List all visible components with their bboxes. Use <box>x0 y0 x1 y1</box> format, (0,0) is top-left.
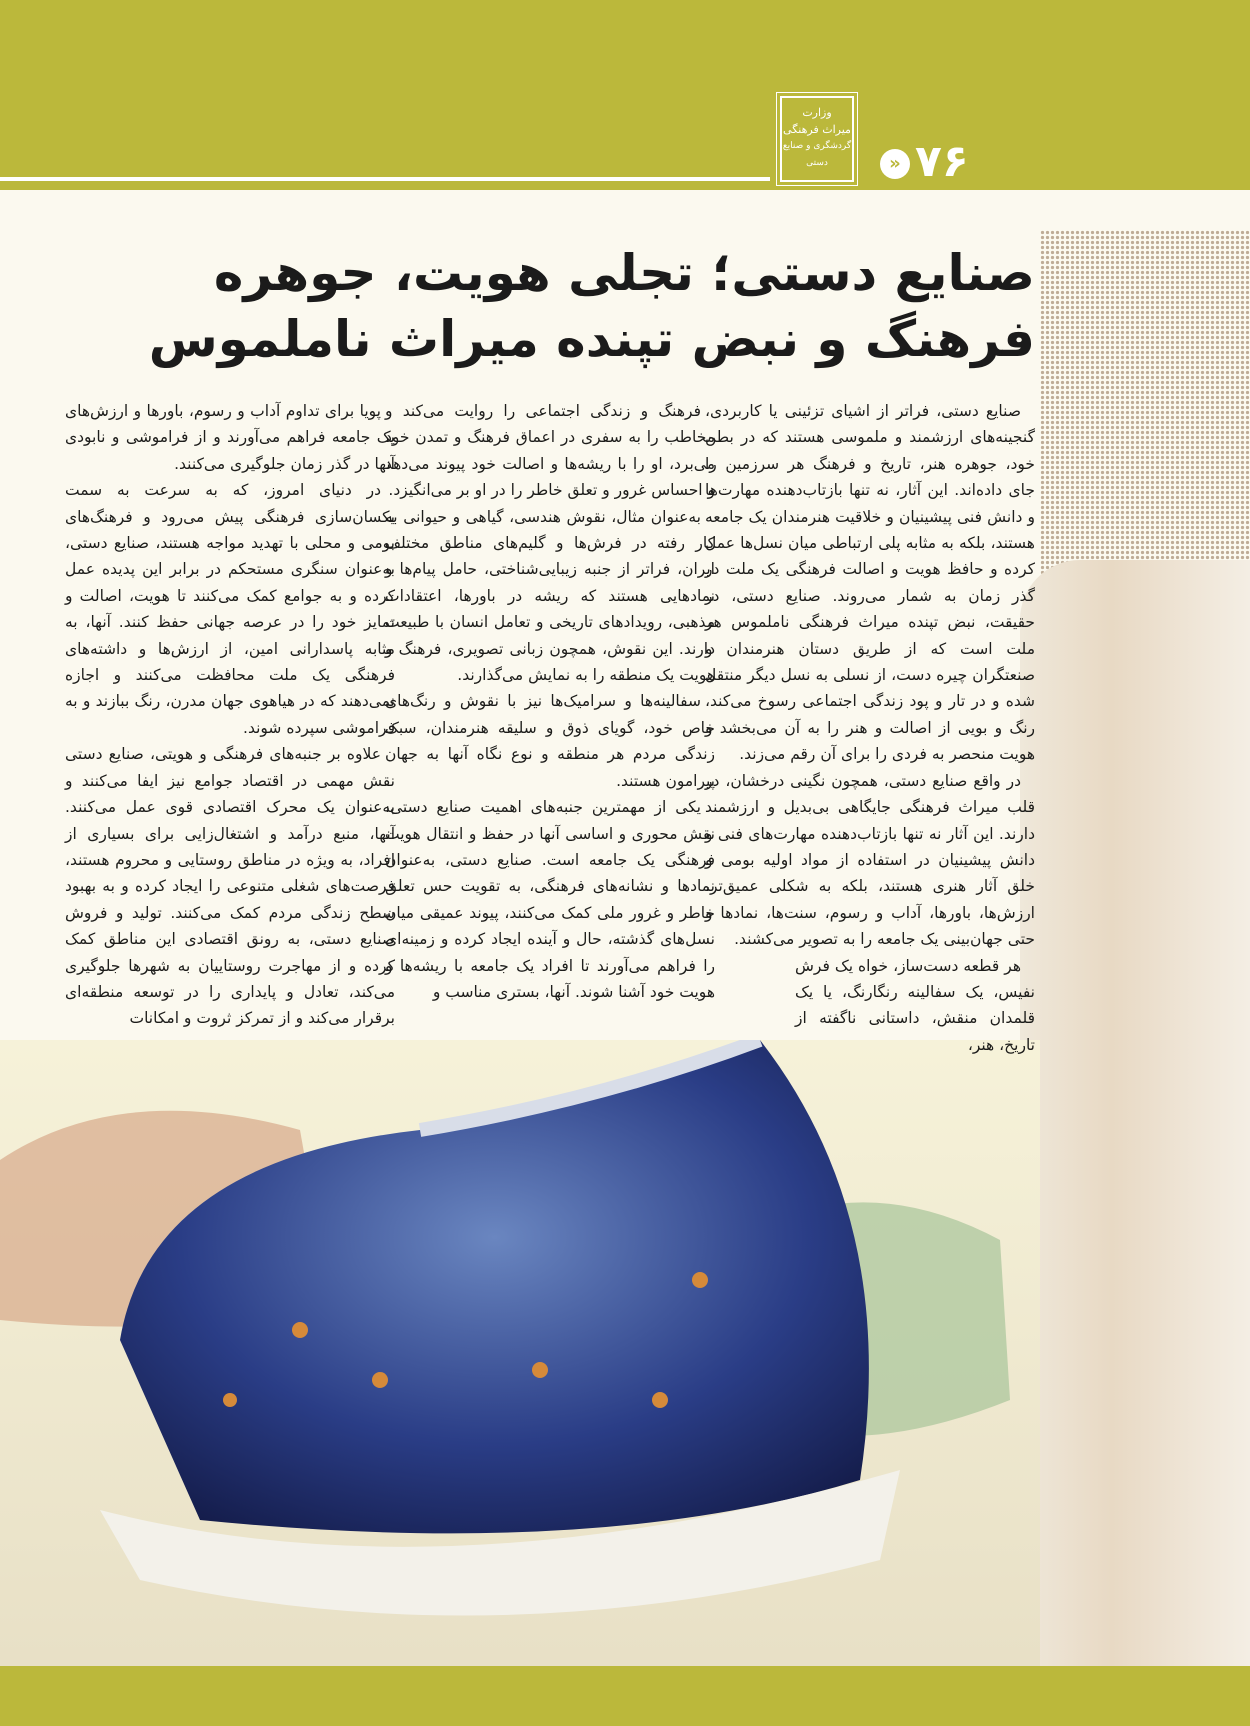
paragraph: علاوه بر جنبه‌های فرهنگی و هویتی، صنایع دستی نقش مهمی در اقتصاد جوامع نیز ایفا می‌کنند و به‌عنوان یک محرک اقتصادی قوی عمل می‌کنند. آنها، منبع درآمد و اشتغال‌زایی برای بسیاری از افراد، به ویژه در مناطق روستایی و محروم هستند، فرصت‌های شغلی متنوعی را ایجاد کرده و به بهبود سطح زندگی مردم کمک می‌کنند. تولید و فروش صنایع دستی، به رونق اقتصادی این مناطق کمک کرده و از مهاجرت روستاییان به شهرها جلوگیری می‌کند، تعادل و پایداری را در توسعه منطقه‌ای برقرار می‌کند و از تمرکز ثروت و امکانات <box>65 745 395 1028</box>
paragraph: هر قطعه دست‌ساز، خواه یک فرش نفیس، یک سفالینه رنگارنگ، یا یک قلمدان منقش، داستانی ناگفته از تاریخ، هنر، <box>795 956 1035 1054</box>
logo-line: وزارت <box>802 106 832 119</box>
paragraph: در دنیای امروز، که به سرعت به سمت یکسان‌سازی فرهنگی پیش می‌رود و فرهنگ‌های بومی و محلی با تهدید مواجه هستند، صنایع دستی، به‌عنوان سنگری مستحکم در برابر این پدیده عمل کرده و به جوامع کمک می‌کنند تا هویت، اصالت و تمایز خود را در عرصه جهانی حفظ کنند. آنها، به مثابه پاسدارانی امین، از ارزش‌ها و داشته‌های فرهنگی یک ملت محافظت می‌کنند و اجازه نمی‌دهند که در هیاهوی جهان مدرن، رنگ ببازند و به فراموشی سپرده شوند. <box>65 481 395 737</box>
paragraph: صنایع دستی، فراتر از اشیای تزئینی یا کاربردی، گنجینه‌های ارزشمند و ملموسی هستند که در بطن خود، جوهره هنر، تاریخ و فرهنگ هر سرزمین را جای داده‌اند. این آثار، نه تنها بازتاب‌دهنده مهارت‌ها و دانش فنی پیشینیان و خلاقیت هنرمندان یک جامعه هستند، بلکه به مثابه پلی ارتباطی میان نسل‌ها عمل کرده و حافظ هویت و اصالت فرهنگی یک ملت در گذر زمان به شمار می‌روند. صنایع دستی، در حقیقت، نبض تپنده میراث فرهنگی ناملموس هر ملت است که از طریق دستان هنرمندان و صنعتگران چیره دست، از نسلی به نسل دیگر منتقل شده و در تار و پود زندگی اجتماعی رسوخ می‌کند، رنگ و بویی از اصالت و هنر را به آن می‌بخشد و هویت منحصر به فردی را برای آن رقم می‌زند. <box>705 402 1035 764</box>
paragraph: فرهنگ و زندگی اجتماعی را روایت می‌کند و مخاطب را به سفری در اعماق فرهنگ و تمدن خود می‌برد، او را با ریشه‌ها و اصالت خود پیوند می‌دهد و احساس غرور و تعلق خاطر را در او بر می‌انگیزد. <box>385 402 715 500</box>
paragraph: به‌عنوان مثال، نقوش هندسی، گیاهی و حیوانی به کار رفته در فرش‌ها و گلیم‌های مناطق مختلف ایران، فراتر از جنبه زیبایی‌شناختی، حامل پیام‌ها و نمادهایی هستند که ریشه در باورها، اعتقادات مذهبی، رویدادهای تاریخی و تعامل انسان با طبیعت دارند. این نقوش، همچون زبانی تصویری، فرهنگ و هویت یک منطقه را به نمایش می‌گذارند. <box>385 507 715 685</box>
logo-line: گردشگری و صنایع دستی <box>782 141 852 168</box>
logo-line: میراث فرهنگی <box>783 123 851 136</box>
article-column-1 <box>705 398 1035 1058</box>
header-band <box>0 0 1250 190</box>
double-chevron-icon: » <box>880 149 910 179</box>
pottery-vase-image <box>1020 560 1250 1666</box>
article-title <box>75 240 1035 372</box>
article-column-3 <box>65 398 395 1032</box>
ministry-logo <box>780 96 854 182</box>
paragraph: یکی از مهمترین جنبه‌های اهمیت صنایع دستی، نقش محوری و اساسی آنها در حفظ و انتقال هویت فرهنگی یک جامعه است. صنایع دستی، به‌عنوان نمادها و نشانه‌های فرهنگی، به تقویت حس تعلق خاطر و غرور ملی کمک می‌کنند، پیوند عمیقی میان نسل‌های گذشته، حال و آینده ایجاد کرده و زمینه‌ای را فراهم می‌آورند تا افراد یک جامعه با ریشه‌ها و هویت خود آشنا شوند. آنها، بستری مناسب و <box>385 798 715 1001</box>
handicraft-bowls-image <box>0 1040 1040 1666</box>
article-column-2 <box>385 398 715 1005</box>
paragraph: در واقع صنایع دستی، همچون نگینی درخشان، در قلب میراث فرهنگی جایگاهی بی‌بدیل و ارزشمند دارند. این آثار نه تنها بازتاب‌دهنده مهارت‌های فنی و دانش پیشینیان در استفاده از مواد اولیه بومی و خلق آثار هنری هستند، بلکه به شکلی عمیق‌تر، ارزش‌ها، باورها، آداب و رسوم، سنت‌ها، نمادها و حتی جهان‌بینی یک جامعه را به تصویر می‌کشند. <box>705 771 1035 949</box>
paragraph: پویا برای تداوم آداب و رسوم، باورها و ارزش‌های یک جامعه فراهم می‌آورند و از فراموشی و نابودی آنها در گذر زمان جلوگیری می‌کنند. <box>65 402 395 473</box>
title-line: فرهنگ و نبض تپنده میراث ناملموس <box>148 310 1035 368</box>
paragraph: سفالینه‌ها و سرامیک‌ها نیز با نقوش و رنگ‌های خاص خود، گویای ذوق و سلیقه هنرمندان، سبک زندگی مردم هر منطقه و نوع نگاه آنها به جهان پیرامون هستند. <box>385 692 715 790</box>
footer-band <box>0 1666 1250 1726</box>
title-line: صنایع دستی؛ تجلی هویت، جوهره <box>213 244 1035 302</box>
page-number: ۷۶ <box>915 136 969 187</box>
header-rule <box>0 177 770 181</box>
